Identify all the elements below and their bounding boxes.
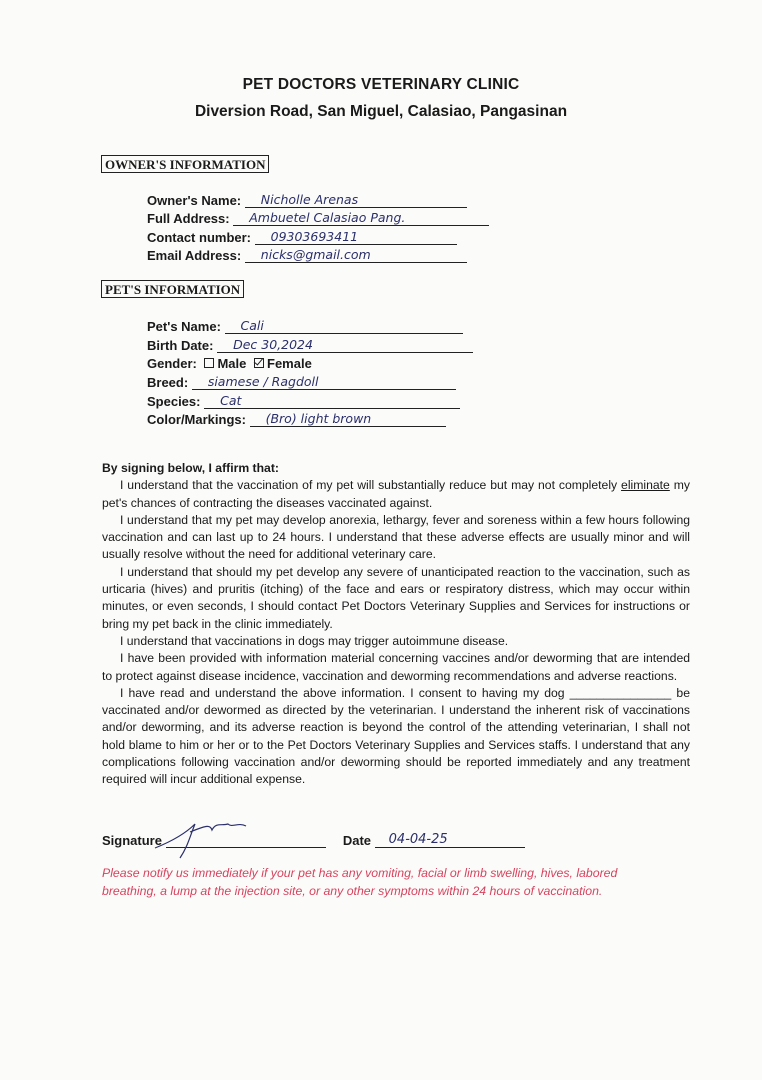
pet-name-label: Pet's Name: [147,319,221,334]
signature-label: Signature [102,833,162,848]
affirmation-p1-underlined: eliminate [621,478,670,493]
male-checkbox[interactable] [204,358,214,368]
affirmation-p1-text-b: my pet's chances of contracting the diseases vaccinated against. [102,478,690,510]
affirmation-p2: I understand that my pet may develop anorexia, lethargy, fever and soreness within a few hours following vaccination and can last up to 24 hours. I understand that these adverse effects are usually minor and will usually resolve without the need for additional veterinary care. [102,512,690,562]
clinic-address: Diversion Road, San Miguel, Calasiao, Pangasinan [194,103,568,120]
owner-name-value: Nicholle Arenas [245,192,467,208]
email-address-field [147,247,467,263]
post-vaccination-note: Please notify us immediately if your pet has any vomiting, facial or limb swelling, hives, labored breathing, a lump at the injection site, or any other symptoms within 24 hours of vaccination. [102,866,618,898]
affirmation-p1-text-a: I understand that the vaccination of my pet will substantially reduce but may not completely [120,478,622,493]
male-label: Male [217,356,247,371]
birth-date-label: Birth Date: [147,338,214,353]
affirmation-p4: I understand that vaccinations in dogs may trigger autoimmune disease. [120,633,509,648]
affirmation-lead: By signing below, I affirm that: [102,461,279,475]
color-markings-label: Color/Markings: [147,412,246,427]
full-address-field [147,210,489,226]
affirmation-p5: I have been provided with information material concerning vaccines and/or deworming that are intended to protect against disease incidence, vaccination and deworming recommendations and adverse reactions. [102,651,690,683]
clinic-header [0,76,762,121]
breed-value: siamese / Ragdoll [192,374,456,390]
affirmation-block [102,460,690,789]
gender-field [147,356,312,371]
full-address-value: Ambuetel Calasiao Pang. [233,210,489,226]
birth-date-value: Dec 30,2024 [217,337,473,353]
affirmation-p6: I have read and understand the above information. I consent to having my dog _______________ be vaccinated and/or dewormed as directed by the veterinarian. I understand the inherent risk of vaccinations and/or deworming, and its adverse reaction is beyond the control of the attending veterinarian, I shall not hold blame to him or her or to the Pet Doctors Veterinary Supplies and Services staffs. I understand that any complications following vaccination and/or deworming should be reported immediately and any treatment required will incur additional expense. [102,685,690,787]
female-label: Female [267,356,312,371]
species-label: Species: [147,394,201,409]
species-value: Cat [204,393,460,409]
gender-label: Gender: [147,356,197,371]
owner-name-label: Owner's Name: [147,193,242,208]
breed-label: Breed: [147,375,189,390]
female-checkbox[interactable] [254,358,264,368]
owner-name-field [147,192,467,208]
contact-number-value: 09303693411 [255,229,457,245]
affirmation-p3: I understand that should my pet develop any severe of unanticipated reaction to the vaccination, such as urticaria (hives) and pruritis (itching) of the face and ears or respiratory distress, which may occur within minutes, or even seconds, I should contact Pet Doctors Veterinary Supplies and Services for instructions or bring my pet back in the clinic immediately. [102,564,690,631]
affirmation-p1 [102,477,690,512]
date-label: Date [342,833,372,848]
email-address-label: Email Address: [147,248,242,263]
pet-name-value: Cali [225,318,463,334]
color-markings-field [147,411,446,427]
owner-section-title: OWNER'S INFORMATION [101,155,269,173]
full-address-label: Full Address: [147,211,230,226]
species-field [147,393,460,409]
pet-section-title: PET'S INFORMATION [101,280,244,298]
date-value[interactable]: 04-04-25 [375,832,525,848]
email-address-value: nicks@gmail.com [245,247,467,263]
handwritten-signature [150,812,260,862]
color-markings-value: (Bro) light brown [250,411,446,427]
contact-number-label: Contact number: [147,230,251,245]
breed-field [147,374,456,390]
birth-date-field [147,337,473,353]
contact-number-field [147,229,457,245]
clinic-name: PET DOCTORS VETERINARY CLINIC [242,76,520,93]
pet-name-field [147,318,463,334]
